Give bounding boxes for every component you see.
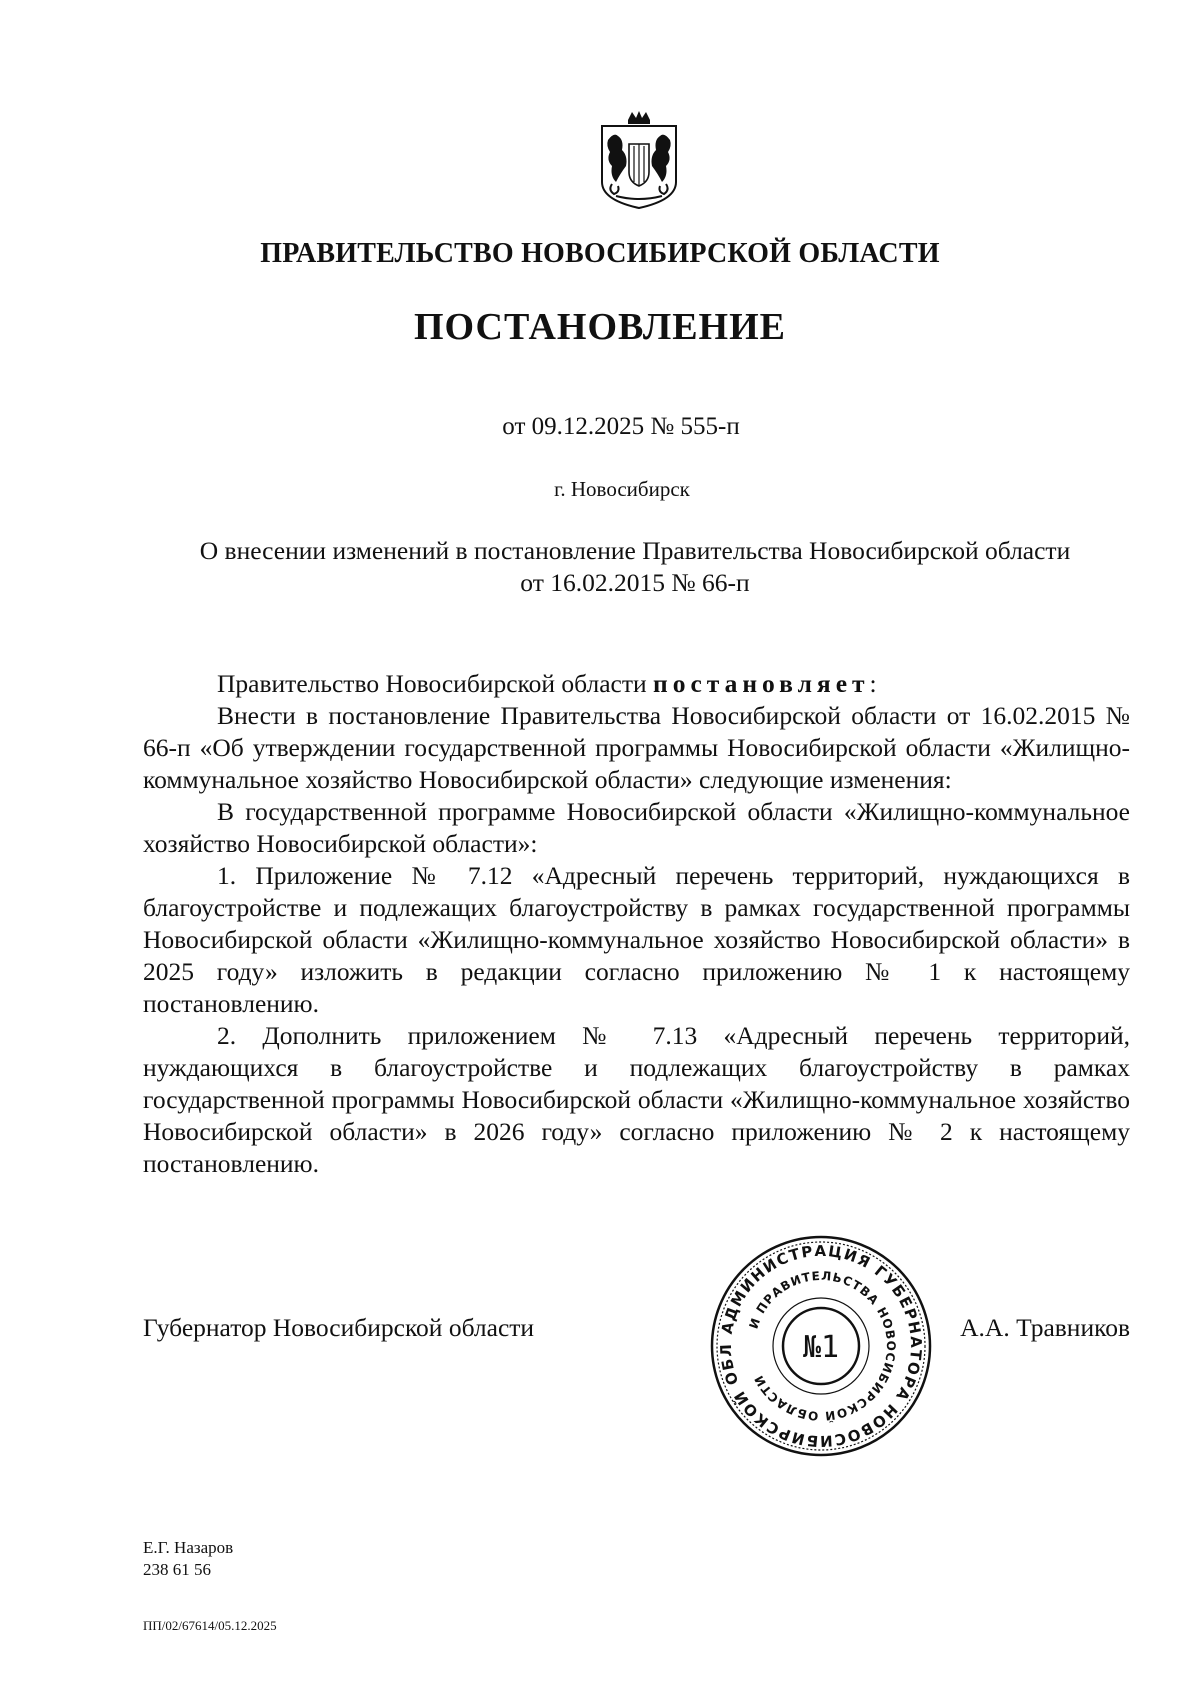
document-body	[143, 668, 1130, 1180]
subject-line-1: О внесении изменений в постановление Правительства Новосибирской области	[199, 536, 1071, 565]
date-number: от 09.12.2025 № 555-п	[502, 413, 740, 440]
stamp-inner-text: И ПРАВИТЕЛЬСТВА НОВОСИБИРСКОЙ ОБЛАСТИ	[746, 1268, 899, 1424]
paragraph-4: 2. Дополнить приложением № 7.13 «Адресный перечень территорий, нуждающихся в благоустройстве и подлежащих благоустройству в рамках государственной программы Новосибирской области «Жилищно-коммунальное хозяйство Новосибирской области» в 2026 году» согласно приложению № 2 к настоящему постановлению.	[143, 1021, 1130, 1178]
document-type: ПОСТАНОВЛЕНИЕ	[413, 306, 787, 348]
decree-word: постановляет	[653, 669, 870, 698]
paragraph-2: В государственной программе Новосибирской области «Жилищно-коммунальное хозяйство Новосибирской области»:	[143, 797, 1130, 858]
executor-info	[143, 1537, 233, 1581]
paragraph-3: 1. Приложение № 7.12 «Адресный перечень территорий, нуждающихся в благоустройстве и подлежащих благоустройству в рамках государственной программы Новосибирской области «Жилищно-коммунальное хозяйство Новосибирской области» в 2025 году» изложить в редакции согласно приложению № 1 к настоящему постановлению.	[143, 861, 1130, 1018]
intro-paragraph	[143, 668, 1130, 700]
coat-of-arms-icon	[598, 110, 680, 210]
authority-title: ПРАВИТЕЛЬСТВО НОВОСИБИРСКОЙ ОБЛАСТИ	[260, 238, 940, 269]
executor-name: Е.Г. Назаров	[143, 1538, 234, 1557]
stamp-outer-text: АДМИНИСТРАЦИЯ ГУБЕРНАТОРА НОВОСИБИРСКОЙ ОБЛ	[716, 1241, 926, 1451]
city: г. Новосибирск	[554, 477, 690, 501]
intro-prefix: Правительство Новосибирской области	[217, 669, 653, 698]
paragraph-1: Внести в постановление Правительства Новосибирской области от 16.02.2015 № 66-п «Об утверждении государственной программы Новосибирской области «Жилищно-коммунальное хозяйство Новосибирской области» следующие изменения:	[143, 701, 1130, 794]
executor-phone: 238 61 56	[143, 1560, 211, 1579]
signature-title: Губернатор Новосибирской области	[143, 1313, 535, 1342]
stamp-number: №1	[802, 1330, 840, 1365]
registration-number: ПП/02/67614/05.12.2025	[143, 1618, 277, 1633]
intro-suffix: :	[869, 669, 877, 698]
official-stamp-icon	[708, 1233, 934, 1459]
subject	[150, 535, 1120, 599]
subject-line-2: от 16.02.2015 № 66-п	[520, 568, 750, 597]
signature-name: А.А. Травников	[960, 1313, 1130, 1342]
